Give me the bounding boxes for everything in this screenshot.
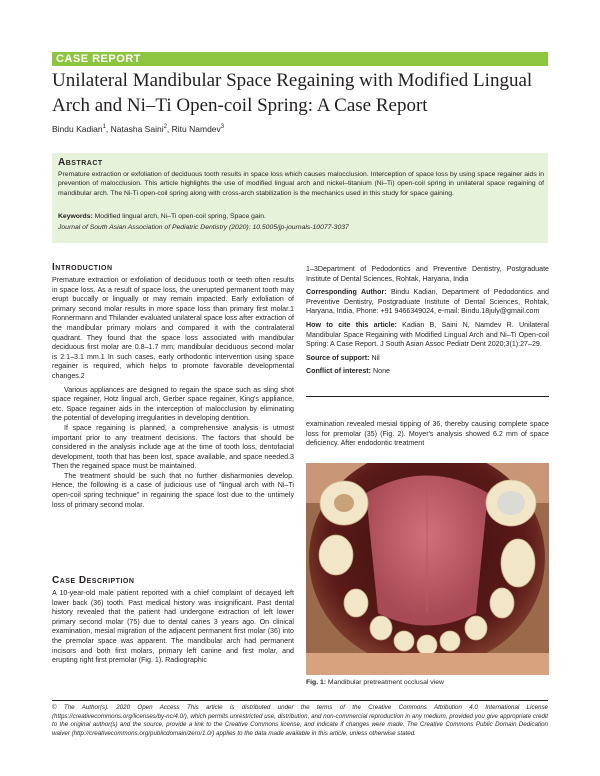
affiliation-divider [306, 396, 549, 397]
introduction-heading: Introduction [52, 262, 113, 273]
figure-1-photo [306, 463, 549, 675]
author-name: Ritu Namdev [171, 124, 221, 134]
paragraph: Premature extraction or exfoliation of deciduous tooth or teeth often results in space loss. As a result of space loss, the unerupted permanent tooth may erupt buccally or lingually or may remain impacted. Early exfoliation of primary second molar results in more space loss than primary first molar.1 Ronnermann and Thilander evaluated unilateral space loss after extraction of the mandibular primary molars and compared it with the contralateral quadrant. They found that the space loss associated with mandibular deciduous first molar are 0.8–1.7 mm; mandibular deciduous second molar is 2.1–3.1 mm.1 In such cases, early orthodontic intervention using space regainer is required, which helps to promote favorable developmental changes.2 [52, 276, 294, 380]
license-text: © The Author(s). 2020 Open Access This article is distributed under the terms of the Creative Commons Attribution 4.0 International License (https://creativecommons.org/licenses/by-nc/4.0/), which permits unrestricted use, distribution, and non-commercial reproduction in any medium, provided you give appropriate credit to the original author(s) and the source, provide a link to the Creative Commons license, and indicate if changes were made. The Creative Commons Public Domain Dedication waiver (http://creativecommons.org/publicdomain/zero/1.0/) applies to the data made available in this article, unless otherwise stated. [52, 704, 548, 737]
paragraph: Various appliances are designed to regain the space such as sling shot space regainer, Hotz lingual arch, Gerber space regainer, King's appliance, etc. Space regainer aids in the interception of malocclusion by eliminating the potential of developing irregularities in developing dentition. [52, 385, 294, 423]
case-description-body: A 10-year-old male patient reported with a chief complaint of decayed left lower back (36) tooth. Past medical history was insignificant. Past dental history revealed that the patient had undergone extraction of left lower primary second molar (75) due to dental caries 3 years ago. On clinical examination, mesial migration of the adjacent permanent first molar (36) into the premolar space was apparent. The mandibular arch had permanent incisors and both first molars, primary left canine and first molar, and erupting right first premolar (Fig. 1). Radiographic [52, 589, 294, 665]
author-list: Bindu Kadian$^1$, Natasha Saini$^2$, Ritu Namdev$^3$ [52, 124, 225, 134]
case-description-heading: Case Description [52, 575, 135, 586]
journal-citation: Journal of South Asian Association of Pediatric Dentistry (2020): 10.5005/jp-journals-10077-3037 [58, 224, 349, 231]
affiliations-block [306, 265, 549, 377]
paragraph: The treatment should be such that no further disharmonies develop. Hence, the following is a case of judicious use of "lingual arch with Ni–Ti open-coil spring technique" in regaining the space lost due to the untimely loss of primary second molar. [52, 471, 294, 509]
article-title: Unilateral Mandibular Space Regaining with Modified Lingual Arch and Ni–Ti Open-coil Spring: A Case Report [52, 70, 533, 116]
abstract-text: Premature extraction or exfoliation of deciduous tooth results in space loss which causes malocclusion. Interception of space loss by using space regainer aids in prevention of malocclusion. This article highlights the use of modified lingual arch and nickel–titanium (Ni–Ti) open-coil spring in unilateral space regaining of mandibular arch. The Ni-Ti open-coil spring along with cross-arch stabilization is the mechanics used in this study for space gaining. [58, 171, 544, 197]
conflict-of-interest: Conflict of interest: None [306, 367, 390, 376]
keywords: Keywords: Modified lingual arch, Ni–Ti open-coil spring, Space gain. [58, 213, 266, 220]
case-description-continued: examination revealed mesial tipping of 36, thereby causing complete space loss for premolar (35) (Fig. 2). Moyer's analysis showed 6.2 mm of space deficiency. After endodontic treatment [306, 420, 549, 448]
source-of-support: Source of support: Nil [306, 353, 380, 362]
author-name: Natasha Saini [110, 124, 164, 134]
introduction-body [52, 276, 294, 510]
corresponding-author: Corresponding Author: Bindu Kadian, Department of Pedodontics and Preventive Dentistry, Postgraduate Institute of Dental Sciences, Rohtak, Haryana, India, Phone: +91 9466349024, e-mail: Bindu.18july@gmail.com [306, 288, 549, 316]
how-to-cite: How to cite this article: Kadian B, Saini N, Namdev R. Unilateral Mandibular Space Regaining with Modified Lingual Arch and Ni–Ti Open-coil Spring: A Case Report. J South Asian Assoc Pediatr Dent 2020;3(1):27–29. [306, 320, 549, 349]
abstract-heading: Abstract [58, 157, 103, 168]
occlusal-view-illustration [306, 463, 549, 675]
license-divider [52, 700, 548, 701]
figure-1-caption: Fig. 1: Mandibular pretreatment occlusal view [306, 679, 444, 686]
department-affiliation: 1–3Department of Pedodontics and Preventive Dentistry, Postgraduate Institute of Dental Sciences, Rohtak, Haryana, India [306, 265, 549, 283]
author-name: Bindu Kadian [52, 124, 103, 134]
paragraph: If space regaining is planned, a comprehensive analysis is utmost important prior to any treatment decisions. The factors that should be considered in the analysis include age at the time of tooth loss, dentofacial development, tooth that has been lost, space available, and space needed.3 Then the regained space must be maintained. [52, 423, 294, 471]
article-type-label: CASE REPORT [56, 53, 141, 65]
